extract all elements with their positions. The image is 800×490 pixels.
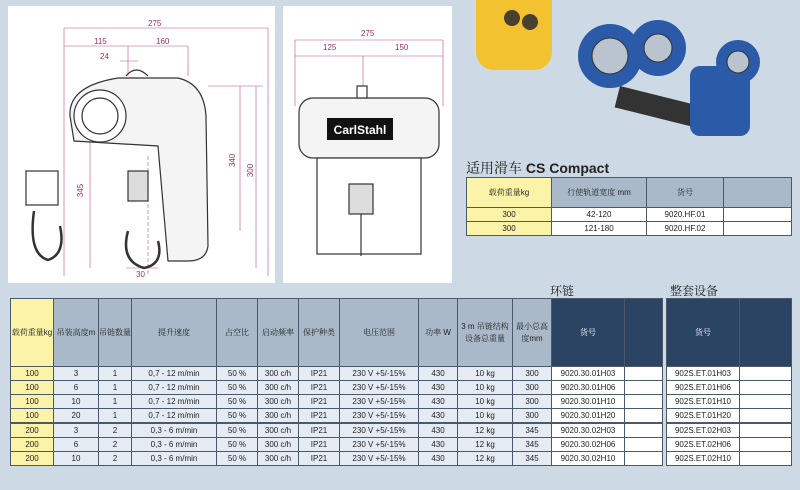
spec-cell: 50 % xyxy=(217,409,258,424)
chain-code-cell: 9020.30.01H06 xyxy=(552,381,625,395)
kit-header-code: 货号 xyxy=(667,299,740,367)
spec-cell: 50 % xyxy=(217,423,258,438)
spec-cell: 430 xyxy=(419,438,458,452)
kit-extra-cell xyxy=(740,409,792,424)
trolley-cell: 300 xyxy=(467,208,552,222)
trolley-cell: 9020.HF.02 xyxy=(647,222,724,236)
chain-extra-cell xyxy=(625,409,663,424)
kit-extra-cell xyxy=(740,423,792,438)
kit-code-cell: 902S.ET.01H03 xyxy=(667,367,740,381)
spec-row xyxy=(11,438,663,452)
spec-cell: IP21 xyxy=(299,423,340,438)
dim-275-side: 275 xyxy=(148,19,162,28)
spec-body xyxy=(11,367,663,466)
kit-title: 整套设备 xyxy=(670,284,719,298)
spec-row xyxy=(11,409,663,424)
header-chain-extra xyxy=(625,299,663,367)
spec-cell: 1 xyxy=(99,409,132,424)
kit-extra-cell xyxy=(740,381,792,395)
dim-340: 340 xyxy=(228,153,238,168)
spec-cell: IP21 xyxy=(299,381,340,395)
spec-cell: 200 xyxy=(11,423,54,438)
trolley-header-code: 货号 xyxy=(647,178,724,208)
spec-cell: 345 xyxy=(513,452,552,466)
trolley-cell: 300 xyxy=(467,222,552,236)
spec-cell: 430 xyxy=(419,409,458,424)
spec-cell: 230 V +5/-15% xyxy=(340,452,419,466)
kit-row xyxy=(667,367,792,381)
trolley-cell: 121-180 xyxy=(552,222,647,236)
trolley-row xyxy=(467,222,792,236)
chain-title: 环链 xyxy=(550,284,575,298)
remote-button-1 xyxy=(504,10,520,26)
chain-extra-cell xyxy=(625,395,663,409)
spec-cell: IP21 xyxy=(299,452,340,466)
kit-code-cell: 902S.ET.01H10 xyxy=(667,395,740,409)
spec-cell: 300 c/h xyxy=(258,395,299,409)
spec-cell: 430 xyxy=(419,367,458,381)
spec-cell: 10 kg xyxy=(458,409,513,424)
spec-cell: 10 kg xyxy=(458,395,513,409)
spec-row xyxy=(11,381,663,395)
header-load: 载荷重量kg xyxy=(11,299,54,367)
remote-photo xyxy=(476,0,552,70)
trolley-photo xyxy=(560,6,800,156)
spec-cell: 100 xyxy=(11,381,54,395)
spec-row xyxy=(11,423,663,438)
spec-cell: IP21 xyxy=(299,367,340,381)
spec-cell: 50 % xyxy=(217,452,258,466)
spec-row xyxy=(11,395,663,409)
kit-row xyxy=(667,452,792,466)
spec-cell: 3 xyxy=(54,423,99,438)
chain-extra-cell xyxy=(625,438,663,452)
chain-extra-cell xyxy=(625,381,663,395)
spec-cell: IP21 xyxy=(299,438,340,452)
spec-cell: 2 xyxy=(99,423,132,438)
trolley-cell: 9020.HF.01 xyxy=(647,208,724,222)
spec-cell: 50 % xyxy=(217,395,258,409)
spec-cell: 300 xyxy=(513,381,552,395)
kit-code-cell: 902S.ET.01H06 xyxy=(667,381,740,395)
spec-cell: 50 % xyxy=(217,367,258,381)
dim-115: 115 xyxy=(94,37,107,46)
kit-row xyxy=(667,381,792,395)
spec-cell: 300 xyxy=(513,367,552,381)
spec-cell: 20 xyxy=(54,409,99,424)
spec-cell: 0,7 - 12 m/min xyxy=(132,395,217,409)
spec-cell: 50 % xyxy=(217,438,258,452)
kit-header-extra xyxy=(740,299,792,367)
dim-150: 150 xyxy=(395,43,409,52)
spec-cell: 230 V +5/-15% xyxy=(340,409,419,424)
spec-cell: 300 xyxy=(513,395,552,409)
spec-cell: 2 xyxy=(99,438,132,452)
trolley-title-en: CS Compact xyxy=(525,160,610,176)
kit-extra-cell xyxy=(740,438,792,452)
trolley-header-extra xyxy=(724,178,792,208)
spec-cell: 200 xyxy=(11,438,54,452)
spec-row xyxy=(11,367,663,381)
spec-cell: 12 kg xyxy=(458,423,513,438)
header-protection: 保护种类 xyxy=(299,299,340,367)
spec-cell: 10 xyxy=(54,395,99,409)
kit-row xyxy=(667,438,792,452)
spec-cell: 0,7 - 12 m/min xyxy=(132,367,217,381)
spec-cell: 300 xyxy=(513,409,552,424)
dim-275-front: 275 xyxy=(361,29,375,38)
spec-row xyxy=(11,452,663,466)
kit-extra-cell xyxy=(740,395,792,409)
kit-row xyxy=(667,395,792,409)
kit-code-cell: 902S.ET.02H10 xyxy=(667,452,740,466)
spec-cell: 300 c/h xyxy=(258,452,299,466)
dim-24: 24 xyxy=(100,52,109,61)
spec-cell: 10 xyxy=(54,452,99,466)
trolley-header-width: 行使轨道宽度 mm xyxy=(552,178,647,208)
spec-cell: 300 c/h xyxy=(258,438,299,452)
spec-cell: 300 c/h xyxy=(258,409,299,424)
trolley-row xyxy=(467,208,792,222)
kit-code-cell: 902S.ET.02H06 xyxy=(667,438,740,452)
spec-cell: 200 xyxy=(11,452,54,466)
kit-extra-cell xyxy=(740,452,792,466)
chain-code-cell: 9020.30.01H10 xyxy=(552,395,625,409)
chain-code-cell: 9020.30.01H20 xyxy=(552,409,625,424)
header-voltage: 电压范围 xyxy=(340,299,419,367)
spec-cell: 1 xyxy=(99,395,132,409)
spec-cell: 3 xyxy=(54,367,99,381)
kit-header-row xyxy=(667,299,792,367)
spec-cell: 50 % xyxy=(217,381,258,395)
logo-text: CarlStahl xyxy=(333,123,387,137)
kit-row xyxy=(667,423,792,438)
kit-code-cell: 902S.ET.02H03 xyxy=(667,423,740,438)
chain-extra-cell xyxy=(625,452,663,466)
spec-cell: 1 xyxy=(99,367,132,381)
spec-cell: 230 V +5/-15% xyxy=(340,381,419,395)
spec-cell: 0,7 - 12 m/min xyxy=(132,409,217,424)
spec-cell: 230 V +5/-15% xyxy=(340,423,419,438)
trolley-title-cn: 适用滑车 xyxy=(466,160,522,176)
header-lift-speed: 提升速度 xyxy=(132,299,217,367)
header-start-freq: 启动频率 xyxy=(258,299,299,367)
header-min-height: 最小总高度mm xyxy=(513,299,552,367)
trolley-cell xyxy=(724,222,792,236)
header-chain-code: 货号 xyxy=(552,299,625,367)
dim-160: 160 xyxy=(156,37,170,46)
spec-cell: 100 xyxy=(11,367,54,381)
spec-header-row xyxy=(11,299,663,367)
spec-cell: 300 c/h xyxy=(258,423,299,438)
trolley-header-load: 载荷重量kg xyxy=(467,178,552,208)
spec-cell: 12 kg xyxy=(458,438,513,452)
header-chain-count: 吊链数量 xyxy=(99,299,132,367)
kit-extra-cell xyxy=(740,367,792,381)
spec-cell: 345 xyxy=(513,423,552,438)
dim-300-side: 300 xyxy=(246,163,256,178)
kit-table xyxy=(666,298,792,466)
trolley-header-row xyxy=(467,178,792,208)
spec-cell: 230 V +5/-15% xyxy=(340,367,419,381)
chain-code-cell: 9020.30.02H06 xyxy=(552,438,625,452)
kit-body xyxy=(667,367,792,466)
spec-cell: 0,3 - 6 m/min xyxy=(132,452,217,466)
header-duty: 占空比 xyxy=(217,299,258,367)
spec-cell: 230 V +5/-15% xyxy=(340,395,419,409)
spec-cell: 0,3 - 6 m/min xyxy=(132,423,217,438)
spec-cell: 10 kg xyxy=(458,381,513,395)
spec-table xyxy=(10,298,663,466)
spec-cell: 6 xyxy=(54,438,99,452)
spec-cell: 1 xyxy=(99,381,132,395)
chain-code-cell: 9020.30.01H03 xyxy=(552,367,625,381)
spec-cell: 100 xyxy=(11,409,54,424)
kit-row xyxy=(667,409,792,424)
chain-code-cell: 9020.30.02H10 xyxy=(552,452,625,466)
spec-cell: 2 xyxy=(99,452,132,466)
remote-button-2 xyxy=(522,14,538,30)
spec-cell: 430 xyxy=(419,381,458,395)
chain-extra-cell xyxy=(625,367,663,381)
front-view-svg xyxy=(283,6,452,283)
dim-125: 125 xyxy=(323,43,337,52)
side-view-svg xyxy=(8,6,275,283)
side-view-drawing xyxy=(8,6,275,283)
front-view-drawing xyxy=(283,6,452,283)
spec-cell: 0,3 - 6 m/min xyxy=(132,438,217,452)
trolley-title xyxy=(466,158,609,178)
kit-code-cell: 902S.ET.01H20 xyxy=(667,409,740,424)
spec-cell: 12 kg xyxy=(458,452,513,466)
spec-cell: 300 c/h xyxy=(258,381,299,395)
spec-cell: IP21 xyxy=(299,409,340,424)
spec-cell: 6 xyxy=(54,381,99,395)
trolley-cell xyxy=(724,208,792,222)
spec-cell: 100 xyxy=(11,395,54,409)
trolley-table xyxy=(466,177,792,236)
header-power: 功率 W xyxy=(419,299,458,367)
spec-cell: 430 xyxy=(419,452,458,466)
spec-cell: 430 xyxy=(419,395,458,409)
spec-cell: 300 c/h xyxy=(258,367,299,381)
header-lift-height: 吊装高度m xyxy=(54,299,99,367)
spec-cell: 0,7 - 12 m/min xyxy=(132,381,217,395)
dim-345: 345 xyxy=(76,183,86,198)
spec-cell: IP21 xyxy=(299,395,340,409)
chain-extra-cell xyxy=(625,423,663,438)
trolley-cell: 42-120 xyxy=(552,208,647,222)
chain-code-cell: 9020.30.02H03 xyxy=(552,423,625,438)
dim-30: 30 xyxy=(136,270,145,279)
spec-cell: 230 V +5/-15% xyxy=(340,438,419,452)
header-weight: 3 m 吊链结构设备总重量 xyxy=(458,299,513,367)
spec-cell: 430 xyxy=(419,423,458,438)
spec-cell: 10 kg xyxy=(458,367,513,381)
spec-cell: 345 xyxy=(513,438,552,452)
